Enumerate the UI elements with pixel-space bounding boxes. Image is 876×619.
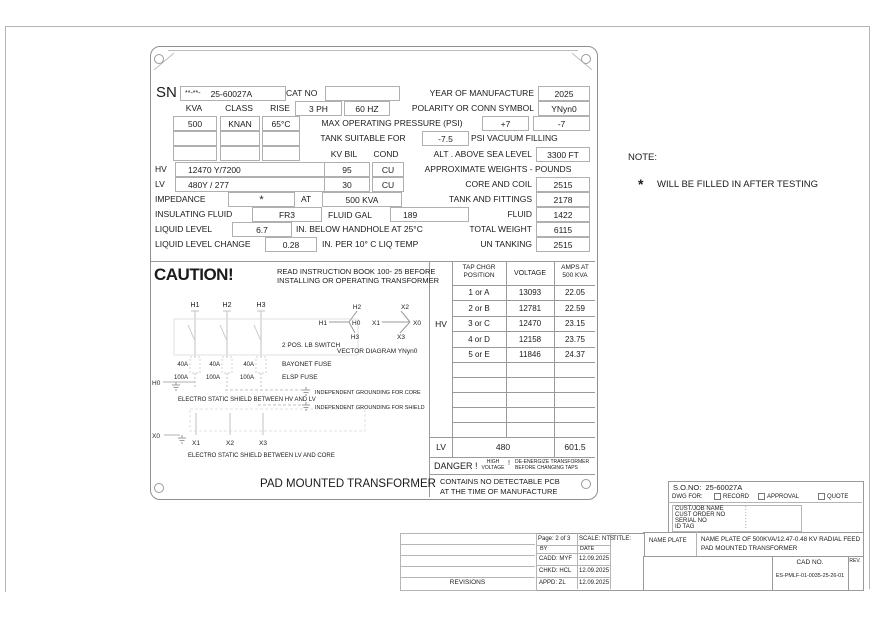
tank-vacuum-box: -7.5 [422,131,469,146]
tap-row-voltage: 13093 [518,288,542,297]
dwg-for-underline [668,502,862,503]
vector-x3-label: X3 [397,334,405,341]
appd-by: APPD: ZL [539,580,566,586]
pressure-label: MAX OPERATING PRESSURE (PSI) [321,118,463,128]
vector-x0-label: X0 [413,320,421,327]
tap-row-amps: 22.59 [564,303,586,313]
tap-lv-voltage: 480 [495,442,511,452]
rev-label: REV. [849,558,861,564]
sheet-border-top [5,26,869,27]
tap-row-line [452,392,595,393]
fluid-gal-label: FLUID GAL [328,210,372,220]
lv-cond-box: CU [372,177,404,192]
record-checkbox [714,493,721,500]
fuse-100a-label: 100A [239,375,254,381]
note-text: WILL BE FILLED IN AFTER TESTING [657,179,819,190]
caution-line2: INSTALLING OR OPERATING TRANSFORMER [277,276,440,285]
tap-row-voltage: 12781 [518,303,542,313]
liquid-level-box: 6.7 [232,222,292,237]
cust-order-text: CUST ORDER NO [675,512,726,518]
weights-header: APPROXIMATE WEIGHTS - POUNDS [424,164,572,174]
dwg-for-quote [818,493,848,500]
schematic-table-divider [429,261,430,497]
fuse-40a-label: 40A [177,362,188,368]
danger-exclamation: ! [508,460,510,467]
appd-date: 12.09.2025 [579,580,610,586]
shield-lv-label: ELECTRO STATIC SHIELD BETWEEN LV AND CORE [188,453,335,459]
title-label: TITLE: [613,536,632,542]
tap-row-position: 5 or E [468,350,490,359]
tap-row-amps: 23.15 [564,319,586,328]
tank-fittings-label: TANK AND FITTINGS [449,194,532,204]
tap-row-amps: 22.05 [564,288,586,297]
cond-header: COND [373,149,399,159]
empty-box [220,146,260,161]
serial-value: 25-60027A [210,88,253,99]
chkd-date: 12.09.2025 [579,568,610,574]
revision-row-line [400,577,535,578]
drawing-title [701,535,860,553]
total-weight-box: 6115 [536,222,590,237]
danger-high-line2: VOLTAGE [481,464,505,471]
page-number: Page: 2 of 3 [538,536,571,542]
pressure-pos-box: +7 [482,116,529,131]
x1-label: X1 [192,440,200,447]
tap-row-position: 2 or B [468,303,490,313]
impedance-at-label: AT [301,194,312,204]
fuse-100a-label: 100A [173,375,188,381]
cadd-by: CADD: MYF [539,556,572,562]
cadd-date: 12.09.2025 [579,556,610,562]
x2-label: X2 [226,440,234,447]
vector-h3-label: H3 [350,334,360,341]
vector-h2-label: H2 [352,304,362,311]
class-value-box: KNAN [220,116,260,131]
tap-col1-header-line1: TAP CHGR [462,264,496,271]
tap-col3-header [554,264,596,280]
so-number [673,483,742,492]
tap-row-line [452,377,595,378]
id-tag-label [675,524,694,530]
pcb-statement-line2: AT THE TIME OF MANUFACTURE [440,487,558,496]
gnd-shield-label: INDEPENDENT GROUNDING FOR SHIELD [315,405,425,411]
kva-header: KVA [185,103,203,113]
tap-lv-amps: 601.5 [564,442,586,452]
caution-line1: READ INSTRUCTION BOOK 100- 25 BEFORE [277,267,436,276]
altitude-label: ALT . ABOVE SEA LEVEL [433,149,532,159]
id-tag-text: ID TAG [675,524,695,530]
empty-box [262,131,300,146]
empty-box [220,131,260,146]
vector-h1-label: H1 [318,320,327,327]
liquid-change-suffix: IN. PER 10° C LIQ TEMP [322,239,419,249]
empty-box [173,131,217,146]
danger-message [515,460,589,471]
danger-message-line1: DE-ENERGIZE TRANSFORMER [515,459,590,465]
core-coil-label: CORE AND COIL [465,179,532,189]
note-label: NOTE: [628,152,658,163]
cad-no-label: CAD NO. [796,559,824,566]
vector-x2-label: X2 [401,304,409,311]
tap-row-line [452,407,595,408]
cat-no-box [325,86,400,101]
frequency-box: 60 HZ [344,101,390,116]
kva-value-box: 500 [173,116,217,131]
tap-col1-header [452,264,506,280]
name-plate-label: NAME PLATE [649,538,687,544]
serial-mask: **-**- [185,90,201,97]
tank-suffix-label: PSI VACUUM FILLING [471,133,558,143]
tap-row-voltage: 11846 [519,350,541,359]
tap-row-position: 4 or D [468,334,490,344]
liquid-level-label: LIQUID LEVEL [155,224,213,234]
sn-label: SN [156,84,177,101]
danger-title: DANGER ! [434,461,478,471]
liquid-change-box: 0.28 [265,237,317,252]
name-plate-divider [696,532,697,556]
fluid-weight-label: FLUID [507,209,532,219]
polarity-label: POLARITY OR CONN SYMBOL [411,103,534,113]
altitude-box: 3300 FT [536,147,590,162]
pcb-statement-line1: CONTAINS NO DETECTABLE PCB [440,477,560,486]
lv-bil-box: 30 [324,177,370,192]
ground-symbols [172,382,310,443]
tap-col3-header-line1: AMPS AT [561,264,589,271]
tap-lv-label: LV [436,442,446,452]
tap-row-line [452,362,595,363]
total-weight-label: TOTAL WEIGHT [469,224,532,234]
tap-lv-bottom-line [429,457,595,458]
lv-label: LV [155,179,165,189]
revision-row-line [400,555,535,556]
tap-row-amps: 23.75 [564,334,586,344]
x3-label: X3 [259,440,267,447]
polarity-box: YNyn0 [538,101,590,116]
chkd-by: CHKD: HCL [539,568,572,574]
h1-bushing-label: H1 [190,302,200,309]
tap-row-amps: 24.37 [564,350,586,359]
approval-label: APPROVAL [767,494,799,501]
elsp-fuse-label: ELSP FUSE [282,374,318,381]
note-star-symbol: * [638,176,644,192]
fuse-100a-label: 100A [205,375,220,381]
class-header: CLASS [225,103,253,113]
fuse-40a-label: 40A [209,362,220,368]
tap-row-voltage: 12470 [518,319,542,328]
bayonet-fuse-label: BAYONET FUSE [282,361,332,368]
cat-no-label: CAT NO [286,88,318,98]
hv-bil-box: 95 [324,162,370,177]
rise-header: RISE [270,103,290,113]
colon: : [745,506,747,512]
impedance-label: IMPEDANCE [155,194,206,204]
quote-checkbox [818,493,825,500]
pressure-neg-box: -7 [533,116,590,131]
h2-bushing-label: H2 [222,302,232,309]
wiring-schematic [150,263,428,498]
switch-label: 2 POS. LB SWITCH [282,342,341,349]
kv-bil-header: KV BIL [330,149,358,159]
mount-hole-top-right [581,54,591,64]
dwg-for-label: DWG FOR: [672,494,703,500]
date-header: DATE [580,546,595,552]
h3-bushing-label: H3 [256,302,266,309]
approval-grid-vline [577,533,578,589]
tap-row-line [452,422,595,423]
year-box: 2025 [538,86,590,101]
shield-hv-label: ELECTRO STATIC SHIELD BETWEEN HV AND LV [178,397,316,403]
liquid-level-suffix: IN. BELOW HANDHOLE AT 25°C [296,224,423,234]
quote-label: QUOTE [827,494,849,501]
caution-title: CAUTION! [154,265,234,284]
dwg-for-approval [758,493,799,500]
insulating-fluid-box: FR3 [252,207,322,222]
drawing-title-line2: PAD MOUNTED TRANSFORMER [701,545,798,552]
serial-number-box [180,86,286,101]
record-label: RECORD [723,494,750,501]
impedance-box: * [228,192,295,207]
tank-suitable-label: TANK SUITABLE FOR [320,133,406,143]
plate-top-inner-edge [168,50,578,51]
liquid-change-label: LIQUID LEVEL CHANGE [155,239,251,249]
name-plate-empty-cell [643,556,774,591]
so-value: 25-60027A [705,483,743,492]
lv-voltage-box: 480Y / 277 [175,177,334,192]
vector-diagram [329,311,410,333]
empty-box [262,146,300,161]
untanking-box: 2515 [536,237,590,252]
empty-box [173,146,217,161]
untanking-label: UN TANKING [480,239,532,249]
approval-checkbox [758,493,765,500]
h0-label: H0 [152,380,161,387]
danger-high-line1: HIGH [486,459,500,465]
cust-job-text: CUST/JOB NAME [675,506,724,512]
year-label: YEAR OF MANUFACTURE [429,88,534,98]
approval-grid-hline [535,577,610,578]
sheet-border-right [869,26,870,589]
vector-diagram-title: VECTOR DIAGRAM YNyn0 [337,348,418,355]
colon: : [745,518,747,524]
insulating-fluid-label: INSULATING FLUID [155,209,233,219]
hv-cond-box: CU [372,162,404,177]
vector-x1-label: X1 [372,320,380,327]
by-header: BY [540,546,548,552]
tap-col3-header-line2: 500 KVA [562,272,588,279]
x0-label: X0 [152,433,160,440]
hv-voltage-box: 12470 Y/7200 [175,162,334,177]
tap-col1-header-line2: POSITION [463,272,495,279]
approval-grid-hline [535,565,610,566]
tap-hv-label: HV [435,318,447,329]
danger-message-line2: BEFORE CHANGING TAPS [515,464,578,471]
hv-label: HV [155,164,167,174]
danger-bottom-line [429,474,595,475]
phase-box: 3 PH [295,101,342,116]
so-label: S.O.NO: [673,483,702,492]
drawing-title-line1: NAME PLATE OF 500KVA/12.47-0.48 KV RADIAL FEED [701,536,861,543]
tap-row-position: 3 or C [468,319,490,328]
revisions-label: REVISIONS [449,579,486,586]
danger-high-voltage [479,460,507,471]
fluid-gal-box: 189 [390,207,469,222]
plate-footer-title: PAD MOUNTED TRANSFORMER [260,478,436,490]
impedance-kva-box: 500 KVA [322,192,402,207]
revision-row-line [400,566,535,567]
mount-hole-bottom-right [581,479,591,489]
scale-label: SCALE: NTS [579,536,615,542]
cad-no-value: ES-PMLF-01-0035-25-26-01 [775,573,845,579]
gnd-core-label: INDEPENDENT GROUNDING FOR CORE [315,390,421,396]
tap-col2-header: VOLTAGE [513,269,547,277]
vector-h0-label: H0 [352,320,361,327]
tap-row-voltage: 12158 [518,334,542,344]
sheet-border-left [5,26,6,592]
rise-value-box: 65°C [262,116,300,131]
serial-no-text: SERIAL NO [675,518,707,524]
core-coil-box: 2515 [536,177,590,192]
approval-grid-hline [535,553,610,554]
revision-row-line [400,544,535,545]
fuse-40a-label: 40A [243,362,254,368]
colon: : [745,524,747,530]
mount-hole-top-left [154,54,164,64]
colon: : [745,512,747,518]
tap-row-position: 1 or A [468,288,490,297]
fluid-weight-box: 1422 [536,207,590,222]
dwg-for-record [714,493,749,500]
tank-fittings-box: 2178 [536,192,590,207]
